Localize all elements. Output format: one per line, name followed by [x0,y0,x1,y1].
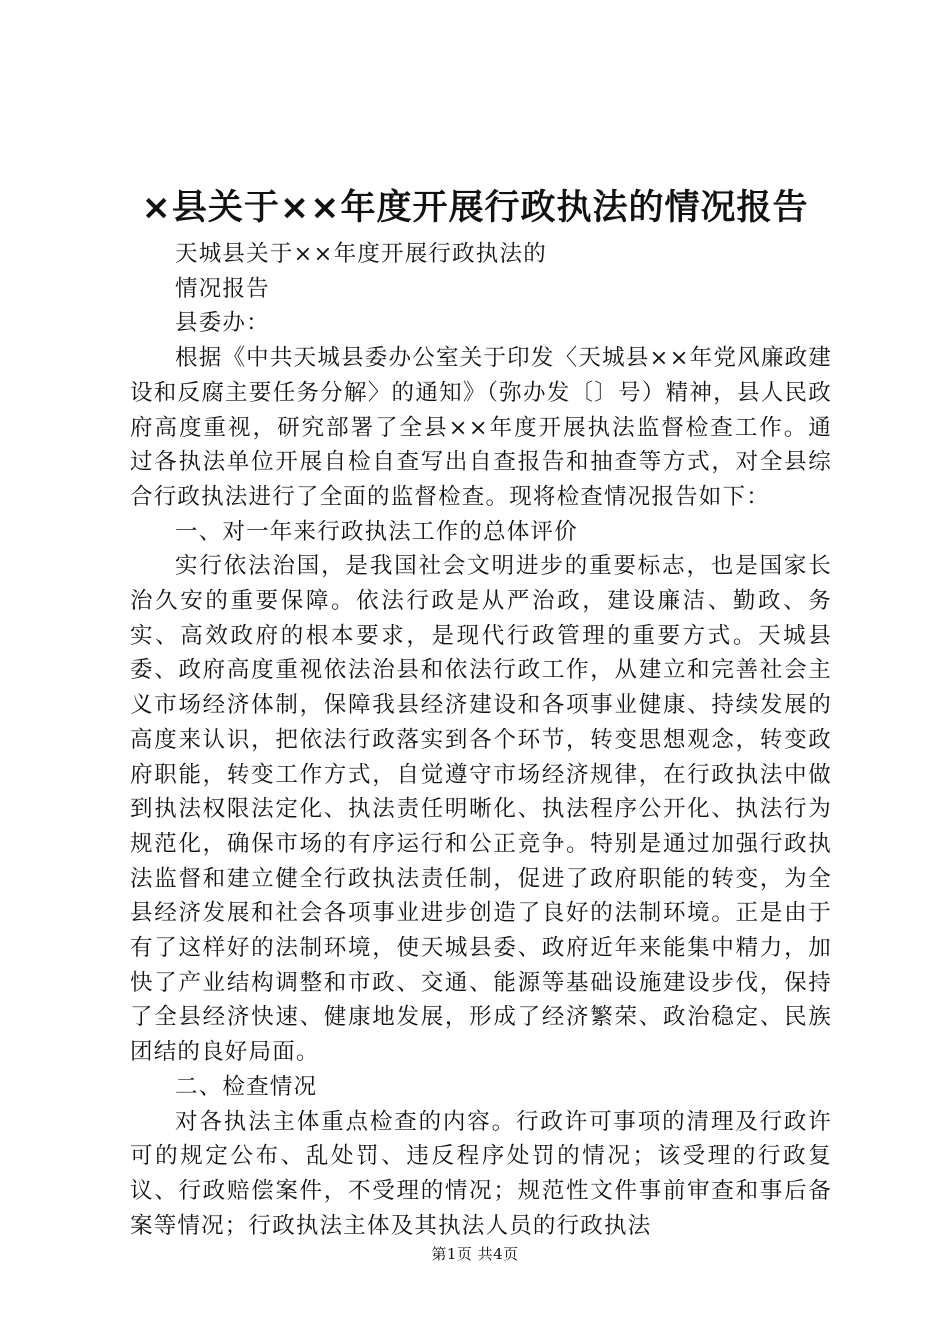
section-heading-1: 一、对一年来行政执法工作的总体评价 [175,518,578,545]
paragraph-evaluation: 实行依法治国，是我国社会文明进步的重要标志，也是国家长治久安的重要保障。依法行政是从严治政，建设廉洁、勤政、务实、高效政府的根本要求，是现代行政管理的重要方式。天城县委、政府高度重视依法治县和依法行政工作，从建立和完善社会主义市场经济体制，保障我县经济建设和各项事业健康、持续发展的高度来认识，把依法行政落实到各个环节，转变思想观念，转变政府职能，转变工作方式，自觉遵守市场经济规律，在行政执法中做到执法权限法定化、执法责任明晰化、执法程序公开化、执法行为规范化，确保市场的有序运行和公正竞争。特别是通过加强行政执法监督和建立健全行政执法责任制，促进了政府职能的转变，为全县经济发展和社会各项事业进步创造了良好的法制环境。正是由于有了这样好的法制环境，使天城县委、政府近年来能集中精力，加快了产业结构调整和市政、交通、能源等基础设施建设步伐，保持了全县经济快速、健康地发展，形成了经济繁荣、政治稳定、民族团结的良好局面。 [130,553,832,1066]
page-number-footer: 第1页 共4页 [431,1245,519,1263]
document-body [130,237,832,1243]
document-title: ×县关于××年度开展行政执法的情况报告 [141,188,809,228]
paragraph-salutation: 县委办： [175,310,270,337]
paragraph-inspection: 对各执法主体重点检查的内容。行政许可事项的清理及行政许可的规定公布、乱处罚、违反程序处罚的情况；该受理的行政复议、行政赔偿案件，不受理的情况；规范性文件事前审查和事后备案等情况；行政执法主体及其执法人员的行政执法 [130,1108,832,1239]
paragraph-heading-line-2: 情况报告 [175,275,270,302]
paragraph-intro: 根据《中共天城县委办公室关于印发〈天城县××年党风廉政建设和反腐主要任务分解〉的通知》（弥办发〔〕号）精神，县人民政府高度重视，研究部署了全县××年度开展执法监督检查工作。通过各执法单位开展自检自查写出自查报告和抽查等方式，对全县综合行政执法进行了全面的监督检查。现将检查情况报告如下： [130,345,832,510]
section-heading-2: 二、检查情况 [175,1073,318,1100]
paragraph-heading-line-1: 天城县关于××年度开展行政执法的 [175,241,547,267]
